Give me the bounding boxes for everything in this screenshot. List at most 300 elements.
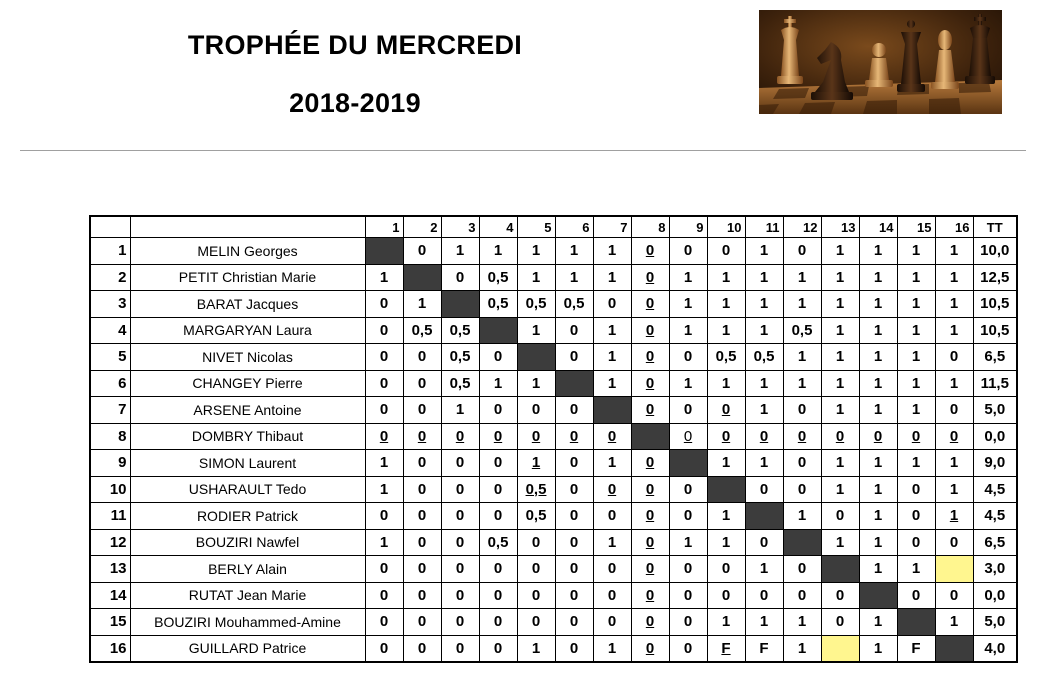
diagonal-cell xyxy=(403,264,441,291)
player-rank: 15 xyxy=(90,609,130,636)
score-cell: 1 xyxy=(707,503,745,530)
score-cell: 1 xyxy=(669,370,707,397)
score-cell: 1 xyxy=(859,556,897,583)
score-cell: 1 xyxy=(441,238,479,265)
score-cell: 0 xyxy=(631,344,669,371)
score-cell: 0 xyxy=(365,344,403,371)
score-cell: 0 xyxy=(631,397,669,424)
crosstable xyxy=(89,215,1018,663)
player-rank: 6 xyxy=(90,370,130,397)
player-total: 4,0 xyxy=(973,635,1017,662)
score-cell: 0 xyxy=(745,529,783,556)
score-cell: 1 xyxy=(859,317,897,344)
score-cell: 0 xyxy=(631,238,669,265)
score-cell: 0 xyxy=(479,609,517,636)
score-cell: 1 xyxy=(935,291,973,318)
score-cell: 0 xyxy=(555,423,593,450)
score-cell: 0,5 xyxy=(441,344,479,371)
score-cell: 0 xyxy=(745,476,783,503)
player-name: PETIT Christian Marie xyxy=(130,264,365,291)
score-cell: 1 xyxy=(707,264,745,291)
column-header: 14 xyxy=(859,216,897,238)
score-cell: 0 xyxy=(403,344,441,371)
score-cell: 0 xyxy=(631,556,669,583)
diagonal-cell xyxy=(745,503,783,530)
score-cell: 1 xyxy=(783,264,821,291)
score-cell: 1 xyxy=(821,317,859,344)
header-row xyxy=(90,216,1017,238)
score-cell: 0 xyxy=(441,264,479,291)
score-cell: 0 xyxy=(403,476,441,503)
score-cell: 0 xyxy=(403,423,441,450)
player-total: 4,5 xyxy=(973,476,1017,503)
player-rank: 11 xyxy=(90,503,130,530)
column-header: 2 xyxy=(403,216,441,238)
score-cell: 1 xyxy=(821,344,859,371)
player-rank: 10 xyxy=(90,476,130,503)
page-title: TROPHÉE DU MERCREDI xyxy=(187,30,523,60)
header-name-col xyxy=(130,216,365,238)
score-cell: 0 xyxy=(517,609,555,636)
score-cell: 0 xyxy=(783,582,821,609)
diagonal-cell xyxy=(783,529,821,556)
player-name: USHARAULT Tedo xyxy=(130,476,365,503)
score-cell: 1 xyxy=(859,238,897,265)
score-cell: 1 xyxy=(859,344,897,371)
player-rank: 13 xyxy=(90,556,130,583)
score-cell: 1 xyxy=(897,317,935,344)
score-cell: 0 xyxy=(403,370,441,397)
score-cell: 0,5 xyxy=(555,291,593,318)
player-total: 12,5 xyxy=(973,264,1017,291)
column-header: 15 xyxy=(897,216,935,238)
score-cell: 1 xyxy=(745,264,783,291)
score-cell: 1 xyxy=(821,264,859,291)
score-cell: 1 xyxy=(821,238,859,265)
score-cell: 0 xyxy=(555,635,593,662)
score-cell: 1 xyxy=(935,370,973,397)
player-name: NIVET Nicolas xyxy=(130,344,365,371)
player-row xyxy=(90,344,1017,371)
score-cell: 0 xyxy=(517,423,555,450)
player-row xyxy=(90,317,1017,344)
player-rank: 7 xyxy=(90,397,130,424)
player-name: DOMBRY Thibaut xyxy=(130,423,365,450)
score-cell: 0 xyxy=(631,582,669,609)
score-cell: 0 xyxy=(479,635,517,662)
score-cell: 0 xyxy=(783,397,821,424)
score-cell: 0 xyxy=(631,503,669,530)
score-cell: 0 xyxy=(935,344,973,371)
score-cell: F xyxy=(897,635,935,662)
score-cell: 1 xyxy=(365,264,403,291)
player-total: 10,0 xyxy=(973,238,1017,265)
diagonal-cell xyxy=(935,635,973,662)
player-row xyxy=(90,370,1017,397)
score-cell: 1 xyxy=(593,529,631,556)
player-row xyxy=(90,450,1017,477)
player-row xyxy=(90,635,1017,662)
score-cell: 1 xyxy=(783,291,821,318)
player-total: 10,5 xyxy=(973,317,1017,344)
diagonal-cell xyxy=(859,582,897,609)
score-cell: 1 xyxy=(479,238,517,265)
score-cell: 1 xyxy=(365,529,403,556)
score-cell: 0 xyxy=(707,397,745,424)
score-cell: 0 xyxy=(441,635,479,662)
score-cell: 0 xyxy=(365,609,403,636)
score-cell: 0 xyxy=(821,423,859,450)
player-rank: 12 xyxy=(90,529,130,556)
player-row xyxy=(90,291,1017,318)
player-total: 0,0 xyxy=(973,423,1017,450)
header-corner xyxy=(90,216,130,238)
score-cell: 1 xyxy=(935,264,973,291)
score-cell: 0 xyxy=(441,476,479,503)
score-cell: 0 xyxy=(517,529,555,556)
score-cell: 0 xyxy=(935,529,973,556)
player-row xyxy=(90,238,1017,265)
score-cell: 0 xyxy=(403,397,441,424)
score-cell: 0 xyxy=(935,423,973,450)
score-cell: 1 xyxy=(593,635,631,662)
score-cell: 1 xyxy=(555,264,593,291)
score-cell: 0 xyxy=(479,503,517,530)
score-cell: 1 xyxy=(517,264,555,291)
score-cell: 0 xyxy=(593,476,631,503)
score-cell: 0 xyxy=(479,556,517,583)
score-cell: 1 xyxy=(935,238,973,265)
score-cell: 0 xyxy=(631,291,669,318)
score-cell: 1 xyxy=(897,370,935,397)
diagonal-cell xyxy=(669,450,707,477)
score-cell: 0 xyxy=(821,503,859,530)
player-name: BARAT Jacques xyxy=(130,291,365,318)
score-cell: 1 xyxy=(859,264,897,291)
score-cell: 0 xyxy=(897,503,935,530)
player-rank: 1 xyxy=(90,238,130,265)
score-cell: 0 xyxy=(593,609,631,636)
score-cell: 1 xyxy=(669,291,707,318)
score-cell: 0 xyxy=(783,423,821,450)
player-name: RODIER Patrick xyxy=(130,503,365,530)
player-row xyxy=(90,476,1017,503)
player-name: BOUZIRI Nawfel xyxy=(130,529,365,556)
score-cell: 1 xyxy=(593,344,631,371)
column-header: 11 xyxy=(745,216,783,238)
score-cell: 0 xyxy=(593,423,631,450)
score-cell: F xyxy=(707,635,745,662)
player-row xyxy=(90,529,1017,556)
player-rank: 8 xyxy=(90,423,130,450)
score-cell: 0 xyxy=(593,582,631,609)
player-rank: 16 xyxy=(90,635,130,662)
diagonal-cell xyxy=(365,238,403,265)
player-name: MELIN Georges xyxy=(130,238,365,265)
score-cell: 0 xyxy=(631,370,669,397)
score-cell: 1 xyxy=(555,238,593,265)
score-cell: 1 xyxy=(859,291,897,318)
score-cell: 1 xyxy=(859,609,897,636)
column-header: 1 xyxy=(365,216,403,238)
score-cell: 0,5 xyxy=(517,291,555,318)
season-subtitle: 2018-2019 xyxy=(289,88,421,118)
score-cell: 0 xyxy=(403,556,441,583)
player-name: GUILLARD Patrice xyxy=(130,635,365,662)
player-rank: 9 xyxy=(90,450,130,477)
score-cell: 1 xyxy=(897,344,935,371)
score-cell: 1 xyxy=(859,397,897,424)
score-cell: 1 xyxy=(821,450,859,477)
score-cell: 1 xyxy=(745,556,783,583)
score-cell: 0 xyxy=(555,503,593,530)
score-cell: 0 xyxy=(631,635,669,662)
column-header: 13 xyxy=(821,216,859,238)
score-cell: 0 xyxy=(631,264,669,291)
score-cell: 1 xyxy=(365,450,403,477)
score-cell: 0 xyxy=(669,503,707,530)
score-cell: 0 xyxy=(517,556,555,583)
player-rank: 5 xyxy=(90,344,130,371)
player-total: 3,0 xyxy=(973,556,1017,583)
score-cell: F xyxy=(745,635,783,662)
score-cell: 1 xyxy=(783,609,821,636)
score-cell: 0 xyxy=(403,238,441,265)
score-cell: 0 xyxy=(441,556,479,583)
player-name: RUTAT Jean Marie xyxy=(130,582,365,609)
score-cell: 0 xyxy=(555,450,593,477)
diagonal-cell xyxy=(593,397,631,424)
score-cell: 0 xyxy=(517,397,555,424)
score-cell: 1 xyxy=(821,291,859,318)
score-cell: 0 xyxy=(593,556,631,583)
score-cell: 1 xyxy=(745,238,783,265)
score-cell: 1 xyxy=(935,609,973,636)
score-cell: 0 xyxy=(555,397,593,424)
score-cell: 0 xyxy=(669,423,707,450)
score-cell: 0 xyxy=(897,423,935,450)
player-rank: 4 xyxy=(90,317,130,344)
score-cell: 1 xyxy=(859,476,897,503)
score-cell: 1 xyxy=(745,609,783,636)
column-header: 7 xyxy=(593,216,631,238)
score-cell: 1 xyxy=(707,529,745,556)
score-cell: 0 xyxy=(479,423,517,450)
score-cell: 1 xyxy=(859,529,897,556)
score-cell: 0 xyxy=(859,423,897,450)
score-cell: 0 xyxy=(783,450,821,477)
score-cell: 0 xyxy=(403,529,441,556)
score-cell: 0 xyxy=(745,582,783,609)
score-cell: 1 xyxy=(707,370,745,397)
score-cell: 0 xyxy=(555,582,593,609)
column-header: 8 xyxy=(631,216,669,238)
score-cell: 1 xyxy=(707,609,745,636)
score-cell: 0,5 xyxy=(479,264,517,291)
player-row xyxy=(90,264,1017,291)
total-column-header: TT xyxy=(973,216,1017,238)
score-cell: 0 xyxy=(365,582,403,609)
score-cell: 0 xyxy=(897,529,935,556)
score-cell: 0 xyxy=(593,503,631,530)
score-cell: 1 xyxy=(707,450,745,477)
diagonal-cell xyxy=(479,317,517,344)
score-cell: 1 xyxy=(517,238,555,265)
score-cell: 0 xyxy=(403,582,441,609)
score-cell: 1 xyxy=(745,397,783,424)
score-cell: 1 xyxy=(897,450,935,477)
score-cell: 0 xyxy=(669,397,707,424)
player-row xyxy=(90,609,1017,636)
score-cell: 1 xyxy=(935,450,973,477)
player-total: 10,5 xyxy=(973,291,1017,318)
score-cell: 1 xyxy=(593,264,631,291)
score-cell: 0 xyxy=(669,476,707,503)
score-cell: 0 xyxy=(555,529,593,556)
score-cell: 0 xyxy=(479,476,517,503)
score-cell: 0 xyxy=(365,370,403,397)
score-cell: 0 xyxy=(707,582,745,609)
player-row xyxy=(90,503,1017,530)
player-name: MARGARYAN Laura xyxy=(130,317,365,344)
score-cell: 0 xyxy=(669,609,707,636)
pending-game-cell xyxy=(821,635,859,662)
score-cell: 0 xyxy=(555,609,593,636)
score-cell: 0 xyxy=(669,344,707,371)
score-cell: 1 xyxy=(859,450,897,477)
player-rank: 2 xyxy=(90,264,130,291)
score-cell: 0 xyxy=(631,317,669,344)
column-header: 5 xyxy=(517,216,555,238)
score-cell: 0 xyxy=(365,503,403,530)
score-cell: 0 xyxy=(745,423,783,450)
score-cell: 1 xyxy=(897,264,935,291)
score-cell: 0 xyxy=(631,476,669,503)
score-cell: 0 xyxy=(365,556,403,583)
score-cell: 1 xyxy=(517,370,555,397)
player-total: 4,5 xyxy=(973,503,1017,530)
player-name: BERLY Alain xyxy=(130,556,365,583)
score-cell: 0 xyxy=(783,476,821,503)
score-cell: 0 xyxy=(403,503,441,530)
player-rank: 14 xyxy=(90,582,130,609)
score-cell: 1 xyxy=(783,370,821,397)
score-cell: 0,5 xyxy=(517,476,555,503)
score-cell: 0,5 xyxy=(707,344,745,371)
score-cell: 1 xyxy=(935,476,973,503)
score-cell: 1 xyxy=(821,370,859,397)
score-cell: 1 xyxy=(859,370,897,397)
score-cell: 1 xyxy=(935,503,973,530)
score-cell: 0 xyxy=(631,450,669,477)
score-cell: 0 xyxy=(593,291,631,318)
score-cell: 1 xyxy=(669,317,707,344)
score-cell: 0 xyxy=(669,238,707,265)
column-header: 9 xyxy=(669,216,707,238)
score-cell: 0 xyxy=(935,397,973,424)
column-header: 10 xyxy=(707,216,745,238)
score-cell: 0,5 xyxy=(783,317,821,344)
pending-game-cell xyxy=(935,556,973,583)
score-cell: 1 xyxy=(935,317,973,344)
score-cell: 0 xyxy=(403,450,441,477)
player-total: 11,5 xyxy=(973,370,1017,397)
score-cell: 1 xyxy=(441,397,479,424)
diagonal-cell xyxy=(897,609,935,636)
score-cell: 0 xyxy=(441,423,479,450)
score-cell: 0,5 xyxy=(745,344,783,371)
column-header: 4 xyxy=(479,216,517,238)
score-cell: 0 xyxy=(403,635,441,662)
score-cell: 0 xyxy=(897,476,935,503)
score-cell: 0 xyxy=(555,344,593,371)
score-cell: 0,5 xyxy=(441,317,479,344)
player-name: ARSENE Antoine xyxy=(130,397,365,424)
score-cell: 0 xyxy=(517,582,555,609)
score-cell: 1 xyxy=(821,529,859,556)
player-total: 6,5 xyxy=(973,344,1017,371)
score-cell: 0 xyxy=(479,450,517,477)
player-total: 9,0 xyxy=(973,450,1017,477)
score-cell: 0 xyxy=(555,476,593,503)
diagonal-cell xyxy=(555,370,593,397)
score-cell: 0 xyxy=(403,609,441,636)
score-cell: 1 xyxy=(783,344,821,371)
diagonal-cell xyxy=(707,476,745,503)
score-cell: 1 xyxy=(897,556,935,583)
column-header: 6 xyxy=(555,216,593,238)
score-cell: 0 xyxy=(821,609,859,636)
chess-pieces-image xyxy=(759,10,1002,114)
score-cell: 0 xyxy=(365,291,403,318)
player-name: BOUZIRI Mouhammed-Amine xyxy=(130,609,365,636)
score-cell: 0,5 xyxy=(479,291,517,318)
player-total: 5,0 xyxy=(973,609,1017,636)
score-cell: 0 xyxy=(631,609,669,636)
score-cell: 1 xyxy=(593,370,631,397)
score-cell: 0 xyxy=(555,556,593,583)
score-cell: 0,5 xyxy=(441,370,479,397)
score-cell: 1 xyxy=(821,397,859,424)
score-cell: 1 xyxy=(479,370,517,397)
score-cell: 1 xyxy=(403,291,441,318)
score-cell: 0,5 xyxy=(403,317,441,344)
score-cell: 0 xyxy=(479,344,517,371)
score-cell: 1 xyxy=(783,503,821,530)
score-cell: 0 xyxy=(365,635,403,662)
column-header: 16 xyxy=(935,216,973,238)
column-header: 3 xyxy=(441,216,479,238)
score-cell: 0,5 xyxy=(517,503,555,530)
score-cell: 0 xyxy=(935,582,973,609)
score-cell: 1 xyxy=(517,635,555,662)
player-row xyxy=(90,423,1017,450)
score-cell: 1 xyxy=(593,450,631,477)
score-cell: 1 xyxy=(593,317,631,344)
score-cell: 1 xyxy=(745,291,783,318)
score-cell: 0 xyxy=(441,450,479,477)
score-cell: 1 xyxy=(745,450,783,477)
score-cell: 0 xyxy=(365,317,403,344)
player-total: 0,0 xyxy=(973,582,1017,609)
score-cell: 1 xyxy=(365,476,403,503)
header-divider xyxy=(20,150,1026,151)
score-cell: 1 xyxy=(783,635,821,662)
score-cell: 1 xyxy=(859,503,897,530)
player-name: CHANGEY Pierre xyxy=(130,370,365,397)
score-cell: 0 xyxy=(821,582,859,609)
player-name: SIMON Laurent xyxy=(130,450,365,477)
